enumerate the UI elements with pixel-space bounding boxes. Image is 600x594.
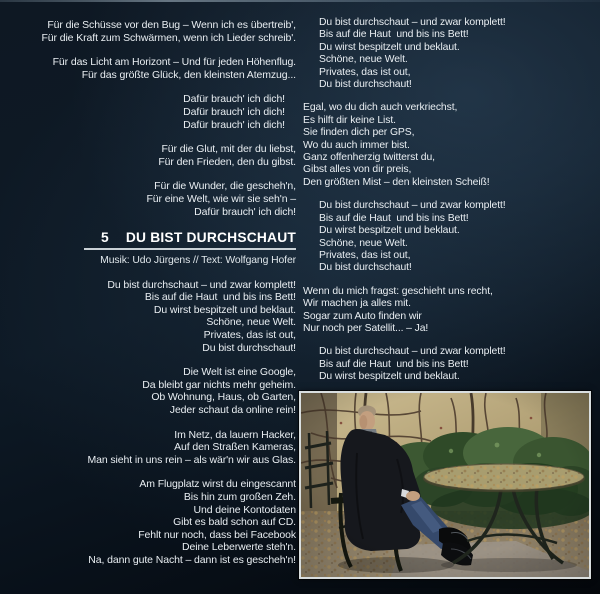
lyric-line: Für den Frieden, den du gibst. [158,155,296,168]
lyric-line: Auf den Straßen Kameras, [174,441,296,454]
garden-photo [299,391,591,579]
stanza [303,102,593,189]
left-lyrics-column [28,19,296,579]
photo-vignette [301,393,589,577]
song-title: DU BIST DURCHSCHAUT [125,230,296,246]
lyric-line: Privates, das ist out, [203,329,296,341]
lyric-line: Bis auf die Haut und bis ins Bett! [319,29,469,41]
lyric-line: Du bist durchschaut! [202,341,296,354]
lyric-line: Für die Glut, mit der du liebst, [161,143,296,156]
lyric-line: Privates, das ist out, [319,249,411,261]
lyric-line: Jeder schaut da online rein! [169,403,296,416]
title-underline [84,248,296,250]
lyric-line: Den größten Mist – den kleinsten Scheiß! [303,176,490,188]
song-header [28,230,296,267]
lyric-line: Für die Wunder, die gescheh'n, [154,180,296,193]
song-credits: Musik: Udo Jürgens // Text: Wolfgang Hofer [100,254,296,266]
right-lyrics-column [303,17,593,395]
lyric-line: Dafür brauch' ich dich! [194,205,296,218]
lyric-line: Bis hin zum großen Zeh. [183,490,296,503]
lyric-line: Du wirst bespitzelt und beklaut. [319,225,460,237]
lyric-line: Für das größte Glück, den kleinsten Atemzug... [81,68,296,81]
lyric-line: Wo du auch immer bist. [303,139,410,151]
lyric-line: Ob Wohnung, Haus, ob Garten, [151,391,296,404]
stanza [28,19,296,44]
lyric-line: Für das Licht am Horizont – Und für jeden Höhenflug. [52,56,296,69]
lyric-line: Bis auf die Haut und bis ins Bett! [319,358,469,370]
lyric-line: Schöne, neue Welt. [319,54,408,66]
stanza [28,366,296,416]
stanza-refrain [28,93,296,131]
lyric-line: Bis auf die Haut und bis ins Bett! [144,291,296,304]
stanza [28,143,296,168]
lyric-line: Die Welt ist eine Google, [183,366,296,379]
track-number: 5 [101,230,109,246]
stanza [303,286,593,336]
lyric-line: Du wirst bespitzelt und beklaut. [153,303,296,316]
lyric-line: Du bist durchschaut – und zwar komplett! [107,278,296,291]
lyric-line: Du bist durchschaut – und zwar komplett! [319,200,506,212]
lyric-line: Nur noch per Satellit... – Ja! [303,322,429,334]
lyric-line: Sie finden dich per GPS, [303,127,415,139]
stanza [28,279,296,355]
page-top-edge-highlight [0,0,600,2]
lyric-line: Wir machen ja alles mit. [303,298,411,310]
lyric-line: Privates, das ist out, [319,66,411,78]
lyric-line: Sogar zum Auto finden wir [303,310,422,322]
lyric-line: Dafür brauch' ich dich! [183,118,285,131]
lyric-line: Im Netz, da lauern Hacker, [174,428,296,441]
lyric-line: Gibst alles von dir preis, [303,164,412,176]
lyric-line: Du bist durchschaut – und zwar komplett! [319,17,506,28]
lyric-line: Du bist durchschaut! [319,262,412,274]
stanza-refrain [303,346,593,383]
lyric-line: Gibt es bald schon auf CD. [173,516,296,529]
lyric-line: Wenn du mich fragst: geschieht uns recht, [303,285,493,297]
lyric-line: Für eine Welt, wie wir sie seh'n – [146,192,296,205]
stanza [28,180,296,218]
stanza [28,429,296,467]
lyric-line: Egal, wo du dich auch verkriechst, [303,102,458,114]
lyric-line: Du bist durchschaut – und zwar komplett! [319,346,506,358]
lyric-line: Du wirst bespitzelt und beklaut. [319,371,460,383]
lyric-line: Ganz offenherzig twitterst du, [303,152,435,164]
stanza [28,56,296,81]
lyric-line: Bis auf die Haut und bis ins Bett! [319,212,469,224]
garden-photo-illustration [301,393,589,577]
lyric-line: Da bleibt gar nichts mehr geheim. [142,378,296,391]
lyric-line: Am Flugplatz wirst du eingescannt [139,478,296,491]
lyric-line: Fehlt nur noch, dass bei Facebook [138,528,296,541]
lyric-line: Schöne, neue Welt. [319,237,408,249]
lyric-line: Und deine Kontodaten [193,503,296,516]
lyric-line: Du bist durchschaut! [319,79,412,91]
stanza-refrain [303,200,593,274]
lyric-line: Dafür brauch' ich dich! [183,93,285,106]
lyric-line: Schöne, neue Welt. [206,316,296,329]
lyric-line: Für die Schüsse vor den Bug – Wenn ich es übertreib', [47,19,296,31]
lyric-line: Dafür brauch' ich dich! [183,105,285,118]
lyric-line: Es hilft dir keine List. [303,114,396,126]
song-title-row [28,230,296,245]
lyric-line: Deine Leberwerte steh'n. [181,541,296,554]
stanza-refrain [303,17,593,91]
lyric-line: Du wirst bespitzelt und beklaut. [319,41,460,53]
lyric-line: Man sieht in uns rein – als wär'n wir aus Glas. [87,453,296,466]
stanza [28,478,296,566]
lyric-line: Na, dann gute Nacht – dann ist es gescheh'n! [88,553,296,566]
lyric-line: Für die Kraft zum Schwärmen, wenn ich Lieder schreib'. [41,31,296,44]
